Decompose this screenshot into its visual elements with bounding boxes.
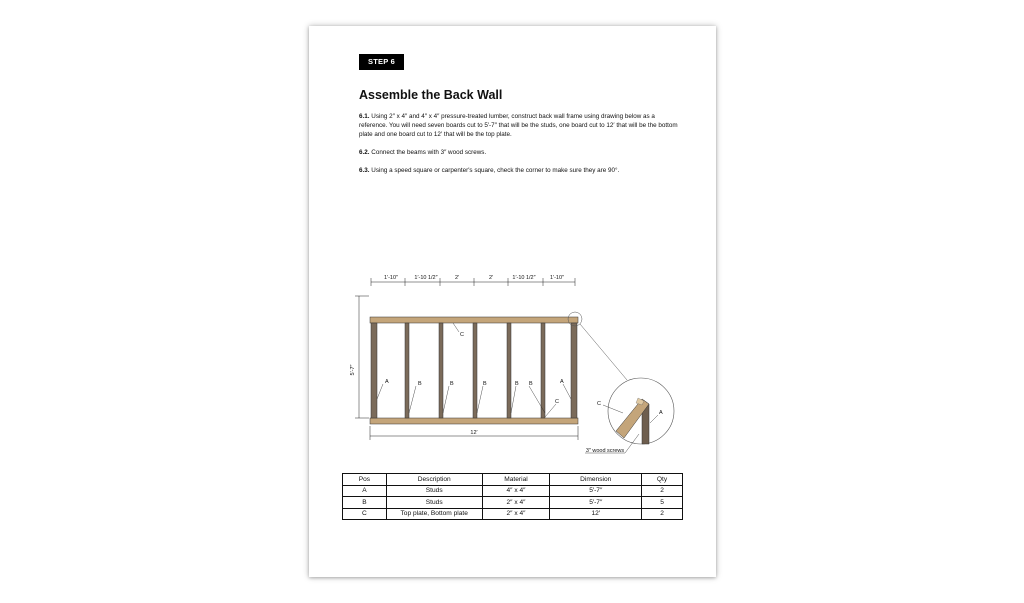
tag-c: C — [460, 332, 464, 338]
table-row — [343, 485, 683, 497]
bottom-plate — [370, 418, 578, 424]
header-dimension: Dimension — [550, 474, 642, 486]
step-badge: STEP 6 — [359, 54, 404, 70]
cell-qty: 2 — [642, 485, 683, 497]
instruction-text: Using 2″ x 4″ and 4″ x 4″ pressure-treated lumber, construct back wall frame using drawing below as a reference. You will need seven boards cut to 5′-7″ that will be the studs, one board cut to 12′ that will be the bottom plate and one board cut to 12′ that will be the top plate. — [359, 113, 678, 138]
header-qty: Qty — [642, 474, 683, 486]
tag-b: B — [450, 381, 454, 387]
table-row — [343, 508, 683, 520]
cell-pos: C — [343, 508, 387, 520]
cell-dimension: 12′ — [550, 508, 642, 520]
instruction-number: 6.2. — [359, 149, 370, 156]
screws-callout: 3″ wood screws — [585, 448, 625, 454]
stud-b — [507, 323, 511, 418]
instruction-number: 6.1. — [359, 113, 370, 120]
cell-qty: 2 — [642, 508, 683, 520]
cell-description: Studs — [386, 485, 482, 497]
header-material: Material — [482, 474, 550, 486]
cell-pos: A — [343, 485, 387, 497]
instruction-text: Connect the beams with 3″ wood screws. — [371, 149, 487, 156]
stud-b — [473, 323, 477, 418]
spacing-label: 1′-10″ — [384, 275, 398, 281]
cell-material: 4″ x 4″ — [482, 485, 550, 497]
wall-frame-drawing — [309, 266, 716, 454]
tag-b: B — [529, 381, 533, 387]
tag-a: A — [560, 379, 564, 385]
height-dimension — [355, 296, 369, 418]
tag-a: A — [385, 379, 389, 385]
instruction-number: 6.3. — [359, 167, 370, 174]
page-title: Assemble the Back Wall — [359, 88, 503, 102]
spacing-label: 1′-10 1/2″ — [414, 275, 438, 281]
cell-qty: 5 — [642, 497, 683, 509]
spacing-label: 1′-10 1/2″ — [512, 275, 536, 281]
table-header-row — [343, 474, 683, 486]
tag-b: B — [483, 381, 487, 387]
cell-description: Studs — [386, 497, 482, 509]
tag-a: A — [659, 410, 663, 416]
header-pos: Pos — [343, 474, 387, 486]
width-label: 12′ — [470, 430, 478, 436]
spacing-label: 1′-10″ — [550, 275, 564, 281]
spacing-label: 2′ — [454, 275, 460, 281]
tag-c: C — [597, 401, 601, 407]
cell-pos: B — [343, 497, 387, 509]
instruction-6-1 — [359, 112, 685, 139]
cell-description: Top plate, Bottom plate — [386, 508, 482, 520]
instruction-page — [309, 26, 716, 577]
spacing-label: 2′ — [488, 275, 494, 281]
stud-a-left — [371, 323, 377, 418]
cell-material: 2″ x 4″ — [482, 508, 550, 520]
tag-c: C — [555, 399, 559, 405]
instruction-6-2 — [359, 148, 685, 157]
stud-b — [439, 323, 443, 418]
instruction-6-3 — [359, 166, 685, 175]
instruction-text: Using a speed square or carpenter's square, check the corner to make sure they are 90°. — [371, 167, 620, 174]
table-row — [343, 497, 683, 509]
stud-b — [541, 323, 545, 418]
top-plate — [370, 317, 578, 323]
cell-dimension: 5′-7″ — [550, 485, 642, 497]
stud-a-right — [571, 323, 577, 418]
cell-dimension: 5′-7″ — [550, 497, 642, 509]
height-label: 5′-7″ — [350, 364, 356, 376]
wall-frame — [370, 317, 578, 424]
tag-b: B — [418, 381, 422, 387]
stud-b — [405, 323, 409, 418]
spacing-dimensions — [371, 278, 575, 286]
header-description: Description — [386, 474, 482, 486]
tag-b: B — [515, 381, 519, 387]
parts-table — [342, 473, 683, 520]
cell-material: 2″ x 4″ — [482, 497, 550, 509]
